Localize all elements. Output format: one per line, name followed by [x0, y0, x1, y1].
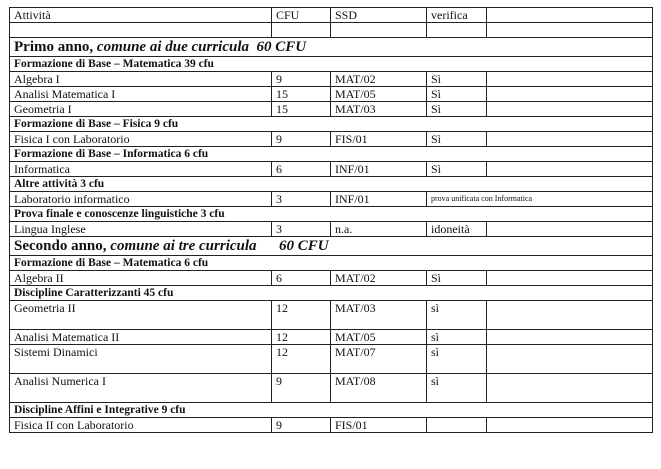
course-name: Fisica I con Laboratorio	[10, 132, 272, 147]
section-row	[10, 117, 653, 132]
course-cfu: 9	[272, 418, 331, 433]
course-check: Sì	[427, 271, 487, 286]
course-cfu: 15	[272, 87, 331, 102]
header-row	[10, 8, 653, 23]
course-ssd: MAT/03	[331, 301, 427, 330]
course-cfu: 9	[272, 374, 331, 403]
course-name: Geometria I	[10, 102, 272, 117]
header-extra	[487, 8, 653, 23]
course-check: Sì	[427, 132, 487, 147]
course-cfu: 12	[272, 345, 331, 374]
course-row	[10, 222, 653, 237]
course-name: Informatica	[10, 162, 272, 177]
section-row	[10, 207, 653, 222]
course-row	[10, 162, 653, 177]
course-check	[427, 418, 487, 433]
course-name: Fisica II con Laboratorio	[10, 418, 272, 433]
course-extra	[487, 102, 653, 117]
year-heading-detail: comune ai tre curricula 60 CFU	[110, 238, 329, 254]
course-extra	[487, 301, 653, 330]
year-heading-row	[10, 38, 653, 57]
course-name: Algebra II	[10, 271, 272, 286]
year-heading	[10, 38, 653, 57]
course-row	[10, 345, 653, 374]
section-row	[10, 256, 653, 271]
course-name: Analisi Matematica I	[10, 87, 272, 102]
course-ssd: FIS/01	[331, 132, 427, 147]
section-row	[10, 57, 653, 72]
blank-cell	[272, 23, 331, 38]
course-cfu: 6	[272, 162, 331, 177]
course-check: sì	[427, 345, 487, 374]
course-cfu: 15	[272, 102, 331, 117]
course-cfu: 12	[272, 301, 331, 330]
section-heading: Formazione di Base – Fisica 9 cfu	[10, 117, 653, 132]
year-heading-lead: Secondo anno,	[14, 238, 111, 254]
blank-cell	[427, 23, 487, 38]
course-cfu: 9	[272, 72, 331, 87]
section-heading: Altre attività 3 cfu	[10, 177, 653, 192]
course-extra	[487, 162, 653, 177]
blank-cell	[331, 23, 427, 38]
curriculum-table-body	[10, 8, 653, 433]
course-extra	[487, 330, 653, 345]
course-name: Analisi Matematica II	[10, 330, 272, 345]
header-cfu: CFU	[272, 8, 331, 23]
course-row	[10, 271, 653, 286]
course-row	[10, 418, 653, 433]
course-extra	[487, 72, 653, 87]
course-extra	[487, 87, 653, 102]
year-heading-detail: comune ai due curricula 60 CFU	[96, 39, 307, 55]
course-ssd: MAT/02	[331, 72, 427, 87]
section-heading: Discipline Caratterizzanti 45 cfu	[10, 286, 653, 301]
course-check: Sì	[427, 72, 487, 87]
course-row	[10, 192, 653, 207]
course-cfu: 3	[272, 192, 331, 207]
year-heading	[10, 237, 653, 256]
year-heading-lead: Primo anno,	[14, 39, 97, 55]
section-heading: Discipline Affini e Integrative 9 cfu	[10, 403, 653, 418]
course-ssd: MAT/08	[331, 374, 427, 403]
course-name: Sistemi Dinamici	[10, 345, 272, 374]
course-cfu: 9	[272, 132, 331, 147]
course-cfu: 6	[272, 271, 331, 286]
course-check: sì	[427, 374, 487, 403]
course-cfu: 3	[272, 222, 331, 237]
course-check: sì	[427, 301, 487, 330]
course-check: prova unificata con Informatica	[427, 192, 653, 207]
course-row	[10, 72, 653, 87]
section-row	[10, 403, 653, 418]
section-heading: Prova finale e conoscenze linguistiche 3 cfu	[10, 207, 653, 222]
course-ssd: MAT/05	[331, 330, 427, 345]
course-extra	[487, 345, 653, 374]
course-row	[10, 374, 653, 403]
course-row	[10, 301, 653, 330]
course-ssd: MAT/07	[331, 345, 427, 374]
section-heading: Formazione di Base – Informatica 6 cfu	[10, 147, 653, 162]
course-row	[10, 132, 653, 147]
curriculum-table	[9, 7, 653, 433]
course-ssd: MAT/03	[331, 102, 427, 117]
blank-row	[10, 23, 653, 38]
header-check: verifica	[427, 8, 487, 23]
year-heading-row	[10, 237, 653, 256]
course-extra	[487, 374, 653, 403]
header-ssd: SSD	[331, 8, 427, 23]
course-check: Sì	[427, 102, 487, 117]
course-check: sì	[427, 330, 487, 345]
section-row	[10, 177, 653, 192]
course-name: Lingua Inglese	[10, 222, 272, 237]
section-heading: Formazione di Base – Matematica 6 cfu	[10, 256, 653, 271]
course-extra	[487, 418, 653, 433]
course-cfu: 12	[272, 330, 331, 345]
course-extra	[487, 271, 653, 286]
section-row	[10, 286, 653, 301]
course-extra	[487, 222, 653, 237]
course-name: Laboratorio informatico	[10, 192, 272, 207]
section-row	[10, 147, 653, 162]
course-ssd: INF/01	[331, 162, 427, 177]
course-row	[10, 102, 653, 117]
course-name: Analisi Numerica I	[10, 374, 272, 403]
course-check: Sì	[427, 87, 487, 102]
course-ssd: MAT/05	[331, 87, 427, 102]
course-ssd: n.a.	[331, 222, 427, 237]
section-heading: Formazione di Base – Matematica 39 cfu	[10, 57, 653, 72]
course-check: idoneità	[427, 222, 487, 237]
course-ssd: INF/01	[331, 192, 427, 207]
course-check: Sì	[427, 162, 487, 177]
course-row	[10, 330, 653, 345]
course-name: Algebra I	[10, 72, 272, 87]
blank-cell	[10, 23, 272, 38]
course-extra	[487, 132, 653, 147]
blank-cell	[487, 23, 653, 38]
header-activity: Attività	[10, 8, 272, 23]
course-row	[10, 87, 653, 102]
course-name: Geometria II	[10, 301, 272, 330]
course-ssd: FIS/01	[331, 418, 427, 433]
course-ssd: MAT/02	[331, 271, 427, 286]
